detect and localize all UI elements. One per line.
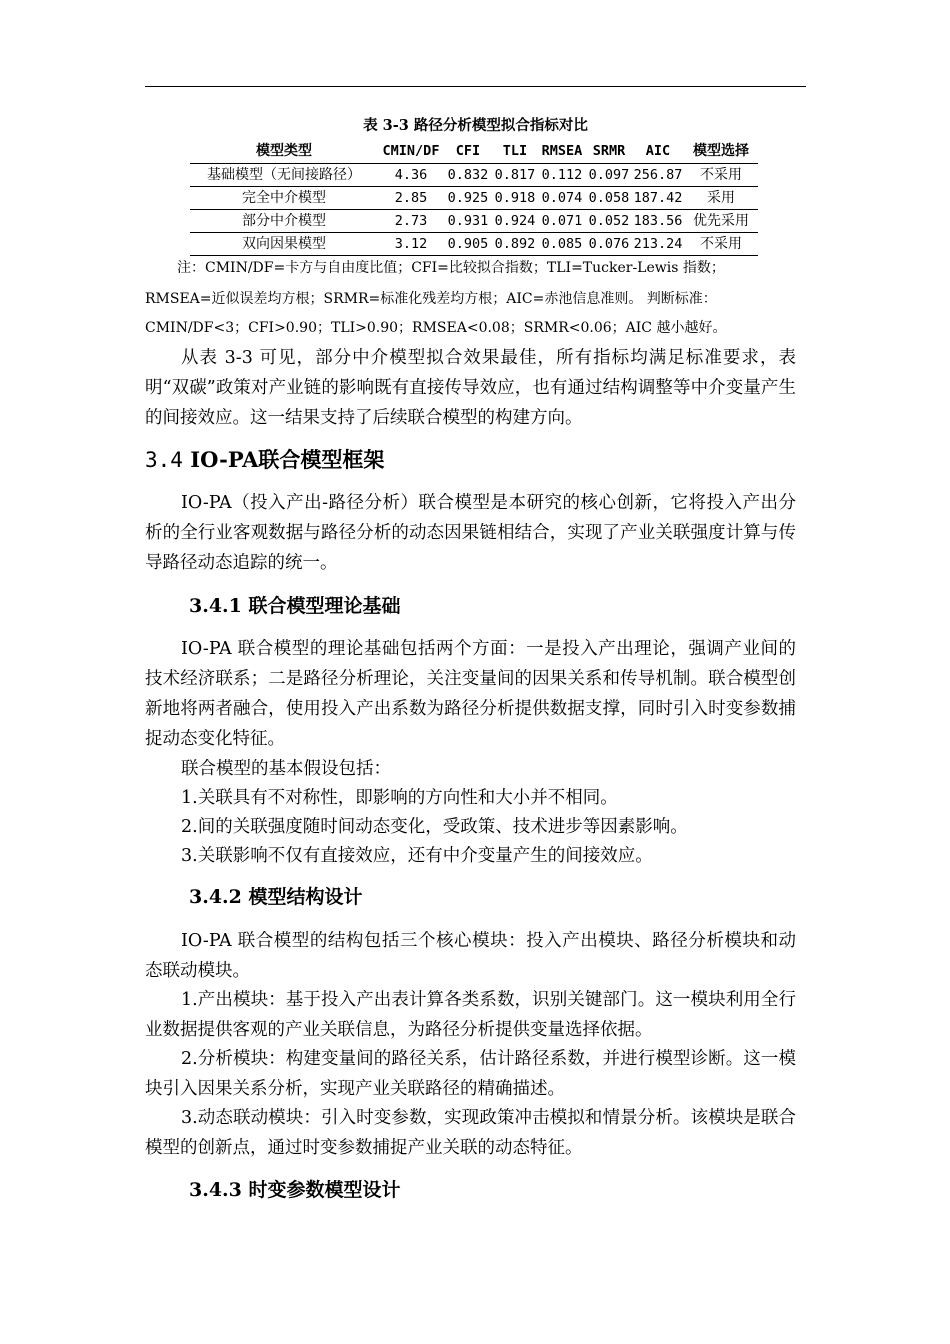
list-item: 2.间的关联强度随时间动态变化，受政策、技术进步等因素影响。 [181, 817, 688, 837]
section-title: IO-PA联合模型框架 [190, 447, 385, 472]
paragraph-structure-intro: IO-PA 联合模型的结构包括三个核心模块：投入产出模块、路径分析模块和动态联动模块。 [145, 931, 796, 981]
col-header-rmsea: RMSEA [538, 141, 586, 164]
table-row [190, 164, 758, 187]
col-header-model-choice: 模型选择 [684, 141, 758, 164]
cell-srmr: 0.097 [586, 164, 632, 187]
cell-cfi: 0.931 [444, 210, 492, 233]
subsection-heading-3-4-2: 3.4.2 模型结构设计 [189, 886, 363, 908]
paragraph-module-io: 1.产出模块：基于投入产出表计算各类系数，识别关键部门。这一模块利用全行业数据提供客观的产业关联信息，为路径分析提供变量选择依据。 [145, 990, 796, 1040]
subsection-heading-3-4-3: 3.4.3 时变参数模型设计 [189, 1179, 401, 1201]
cell-model-type: 双向因果模型 [190, 233, 378, 256]
assumptions-lead: 联合模型的基本假设包括： [181, 759, 391, 779]
cell-aic: 256.87 [632, 164, 684, 187]
cell-srmr: 0.052 [586, 210, 632, 233]
cell-tli: 0.918 [492, 187, 538, 210]
paragraph-module-dynamic: 3.动态联动模块：引入时变参数，实现政策冲击模拟和情景分析。该模块是联合模型的创新点，通过时变参数捕捉产业关联的动态特征。 [145, 1108, 796, 1158]
table-header-row [190, 141, 758, 164]
cell-cfi: 0.905 [444, 233, 492, 256]
cell-cmin-df: 4.36 [378, 164, 444, 187]
table-caption: 表 3-3 路径分析模型拟合指标对比 [363, 117, 588, 134]
section-heading-3-4 [145, 445, 384, 475]
table-row [190, 210, 758, 233]
paragraph-table-conclusion: 从表 3-3 可见，部分中介模型拟合效果最佳，所有指标均满足标准要求，表明“双碳”政策对产业链的影响既有直接传导效应，也有通过结构调整等中介变量产生的间接效应。这一结果支持了后续联合模型的构建方向。 [145, 348, 796, 428]
cell-model-choice: 不采用 [684, 233, 758, 256]
list-item: 3.关联影响不仅有直接效应，还有中介变量产生的间接效应。 [181, 846, 653, 866]
cell-aic: 183.56 [632, 210, 684, 233]
paragraph-section-intro: IO-PA（投入产出-路径分析）联合模型是本研究的核心创新，它将投入产出分析的全行业客观数据与路径分析的动态因果链相结合，实现了产业关联强度计算与传导路径动态追踪的统一。 [145, 493, 796, 573]
cell-rmsea: 0.085 [538, 233, 586, 256]
col-header-cmin-df: CMIN/DF [378, 141, 444, 164]
table-note-line-1: 注：CMIN/DF=卡方与自由度比值；CFI=比较拟合指数；TLI=Tucker-Lewis 指数； [177, 260, 725, 276]
list-item: 1.关联具有不对称性，即影响的方向性和大小并不相同。 [181, 788, 618, 808]
header-rule [145, 86, 806, 87]
col-header-model-type: 模型类型 [190, 141, 378, 164]
cell-tli: 0.817 [492, 164, 538, 187]
col-header-srmr: SRMR [586, 141, 632, 164]
table-row [190, 233, 758, 256]
cell-srmr: 0.058 [586, 187, 632, 210]
col-header-tli: TLI [492, 141, 538, 164]
cell-cmin-df: 2.73 [378, 210, 444, 233]
cell-model-choice: 不采用 [684, 164, 758, 187]
col-header-aic: AIC [632, 141, 684, 164]
cell-cmin-df: 3.12 [378, 233, 444, 256]
cell-model-choice: 采用 [684, 187, 758, 210]
cell-model-choice: 优先采用 [684, 210, 758, 233]
section-number: 3.4 [145, 448, 183, 472]
fit-index-table [190, 141, 758, 256]
table-note-line-2: RMSEA=近似误差均方根；SRMR=标准化残差均方根；AIC=赤池信息准则。 判断标准： [145, 291, 717, 307]
table-row [190, 187, 758, 210]
cell-tli: 0.924 [492, 210, 538, 233]
cell-rmsea: 0.112 [538, 164, 586, 187]
cell-cfi: 0.925 [444, 187, 492, 210]
cell-aic: 213.24 [632, 233, 684, 256]
table-note-line-3: CMIN/DF<3；CFI>0.90；TLI>0.90；RMSEA<0.08；SRMR<0.06；AIC 越小越好。 [145, 320, 727, 336]
col-header-cfi: CFI [444, 141, 492, 164]
cell-model-type: 部分中介模型 [190, 210, 378, 233]
cell-rmsea: 0.071 [538, 210, 586, 233]
paragraph-module-path: 2.分析模块：构建变量间的路径关系，估计路径系数，并进行模型诊断。这一模块引入因果关系分析，实现产业关联路径的精确描述。 [145, 1049, 796, 1099]
cell-cfi: 0.832 [444, 164, 492, 187]
cell-cmin-df: 2.85 [378, 187, 444, 210]
cell-aic: 187.42 [632, 187, 684, 210]
cell-rmsea: 0.074 [538, 187, 586, 210]
cell-model-type: 完全中介模型 [190, 187, 378, 210]
subsection-heading-3-4-1: 3.4.1 联合模型理论基础 [189, 595, 401, 617]
cell-srmr: 0.076 [586, 233, 632, 256]
paragraph-theory-basis: IO-PA 联合模型的理论基础包括两个方面：一是投入产出理论，强调产业间的技术经济联系；二是路径分析理论，关注变量间的因果关系和传导机制。联合模型创新地将两者融合，使用投入产出系数为路径分析提供数据支撑，同时引入时变参数捕捉动态变化特征。 [145, 639, 796, 749]
cell-model-type: 基础模型（无间接路径） [190, 164, 378, 187]
cell-tli: 0.892 [492, 233, 538, 256]
